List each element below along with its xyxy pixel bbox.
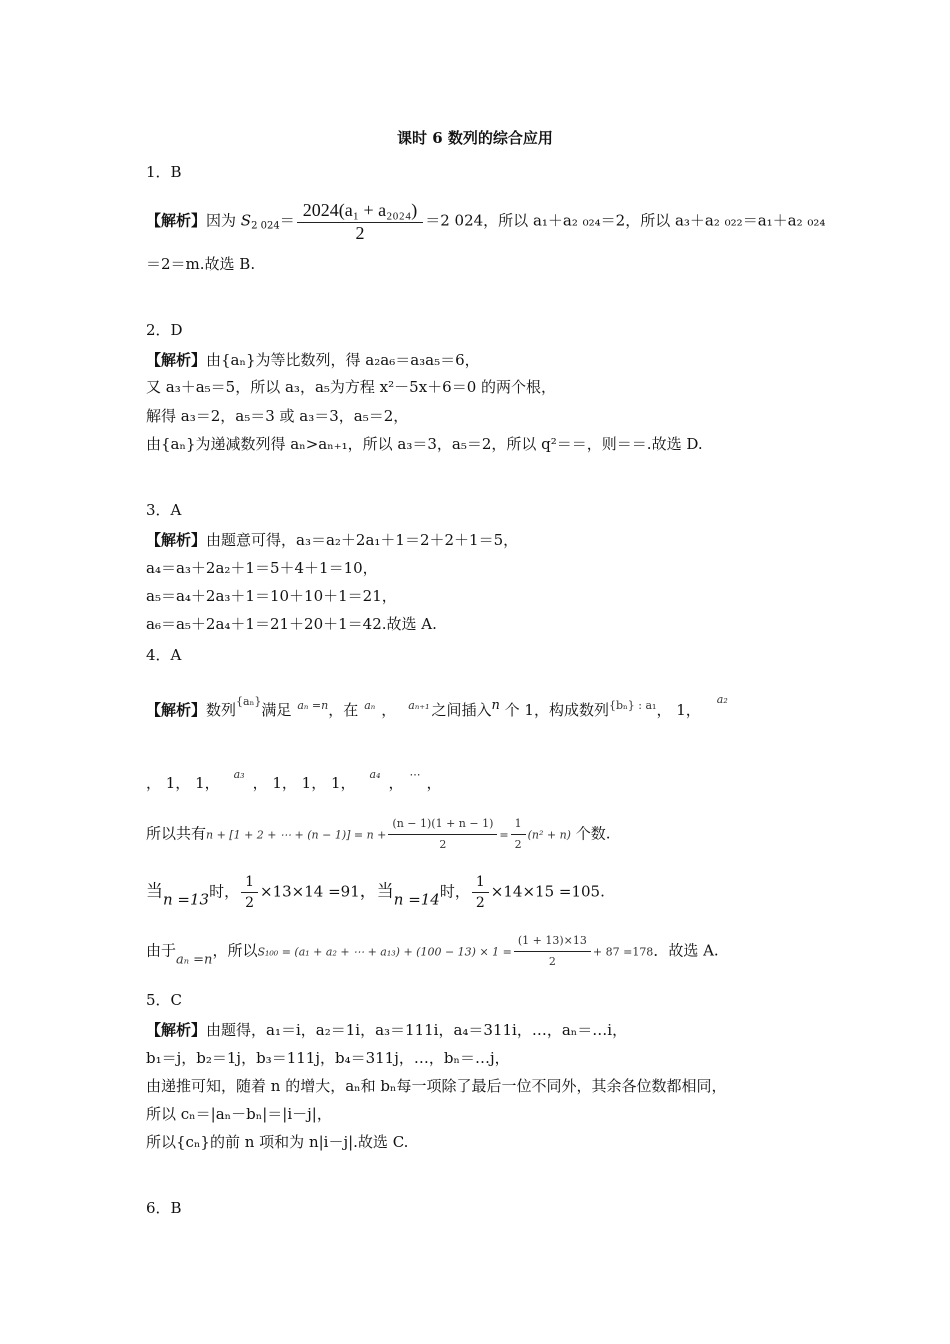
- q3-solution-line-2: a₄＝a₃＋2a₂＋1＝5＋4＋1＝10，: [146, 559, 378, 577]
- q4-n: n: [491, 698, 500, 713]
- jiexi-label: 【解析】: [146, 211, 207, 230]
- q4-a2: a₂: [716, 693, 728, 706]
- q4-text: 所以共有: [146, 824, 207, 843]
- q4-frac-a-num: 1: [241, 872, 258, 893]
- q4-solution-line-1: [146, 690, 728, 720]
- q1-fraction: [297, 200, 424, 243]
- q2-l1: 由{aₙ}为等比数列，得 a₂a₆＝a₃a₅＝6，: [206, 351, 480, 369]
- q1-frac-den: 2: [355, 223, 365, 243]
- q4-text: 满足: [261, 701, 292, 719]
- q4-an1: aₙ₊₁: [408, 699, 430, 712]
- q4-text: 当: [146, 881, 163, 902]
- q4-text: ．故选 A.: [653, 941, 719, 960]
- q4-an-eq-n-2: aₙ =n: [176, 952, 213, 968]
- q4-text: ，当: [359, 881, 394, 902]
- q1-eq: ＝: [279, 211, 295, 230]
- q4-solution-line-4: [146, 872, 605, 912]
- q1-answer: 1．B: [146, 163, 182, 181]
- q4-n2-n: (n² + n): [527, 828, 571, 842]
- q4-ellipsis: ⋯: [409, 768, 421, 781]
- q4-an-eq-n: aₙ =n: [297, 699, 329, 712]
- jiexi-label: 【解析】: [146, 531, 207, 549]
- q2-answer: 2．D: [146, 321, 183, 339]
- q4-a3: a₃: [233, 768, 245, 781]
- q4-text: ，在: [328, 701, 359, 719]
- q1-solution-line-2: ＝2＝m.故选 B.: [146, 255, 256, 273]
- q4-a4: a₄: [369, 768, 381, 781]
- q3-answer: 3．A: [146, 501, 182, 519]
- q4-eq: =: [499, 828, 509, 842]
- q4-text: 个数.: [570, 824, 611, 843]
- q4-bn: {bₙ} : a₁: [608, 699, 657, 712]
- q5-solution-line-3: 由递推可知，随着 n 的增大，aₙ和 bₙ每一项除了最后一位不同外，其余各位数都相同，: [146, 1077, 727, 1095]
- q4-expr-105: ×14×15 =105: [490, 882, 601, 901]
- q4-text: 由于: [146, 941, 177, 960]
- q4-text: 个 1，构成数列: [499, 701, 609, 719]
- q6-answer: 6．B: [146, 1199, 182, 1217]
- q4-text: ，: [388, 774, 404, 792]
- q3-solution-line-3: a₅＝a₄＋2a₃＋1＝10＋10＋1＝21，: [146, 587, 397, 605]
- q4-set-an: {aₙ}: [236, 695, 262, 708]
- q1-text-1: 因为: [206, 211, 241, 230]
- q4-sum-frac-den: 2: [439, 838, 447, 851]
- q5-solution-line-4: 所以 cₙ＝|aₙ－bₙ|＝|i－j|，: [146, 1105, 332, 1123]
- q5-solution-line-5: 所以{cₙ}的前 n 项和为 n|i－j|.故选 C.: [146, 1133, 409, 1151]
- q4-s100-expr: S₁₀₀ = (a₁ + a₂ + ⋯ + a₁₃) + (100 − 13) × 1 =: [257, 945, 512, 959]
- q4-text: ，: [381, 701, 397, 719]
- q3-l1: 由题意可得，a₃＝a₂＋2a₁＋1＝2＋2＋1＝5，: [206, 531, 519, 549]
- q4-text: ， 1，: [656, 701, 701, 719]
- q2-solution-line-3: 解得 a₃＝2，a₅＝3 或 a₃＝3，a₅＝2，: [146, 407, 409, 425]
- q4-text: 之间插入: [431, 701, 492, 719]
- q4-s100-den: 2: [548, 955, 556, 968]
- q4-half-den: 2: [514, 838, 522, 851]
- q4-half-num: 1: [511, 814, 526, 835]
- q2-solution-line-4: 由{aₙ}为递减数列得 aₙ>aₙ₊₁，所以 a₃＝3，a₅＝2，所以 q²＝＝，则＝＝.故选 D.: [146, 435, 703, 453]
- q4-frac-b-den: 2: [475, 895, 485, 911]
- q4-sum-frac-num: (n − 1)(1 + n − 1): [388, 814, 497, 835]
- jiexi-label: 【解析】: [146, 1021, 207, 1039]
- q4-sum-expr: n + [1 + 2 + ⋯ + (n − 1)] = n +: [206, 828, 387, 842]
- q4-frac-b-num: 1: [472, 872, 489, 893]
- q4-answer: 4．A: [146, 646, 182, 664]
- jiexi-label: 【解析】: [146, 701, 207, 719]
- q4-n14: n =14: [393, 890, 440, 909]
- q1-s: S: [240, 211, 252, 230]
- q4-half-frac: [511, 814, 526, 855]
- q4-frac-b: [472, 872, 489, 913]
- q4-text: ， 1， 1，: [146, 774, 220, 792]
- q4-text: ， 1， 1， 1，: [252, 774, 356, 792]
- q2-solution-line-2: 又 a₃＋a₅＝5，所以 a₃，a₅为方程 x²－5x＋6＝0 的两个根，: [146, 378, 557, 396]
- page-title: 课时 6 数列的综合应用: [397, 129, 553, 147]
- q4-sum-frac: [388, 814, 497, 855]
- q4-text: .: [600, 882, 605, 901]
- q4-s100-num: (1 + 13)×13: [514, 931, 591, 952]
- q1-text-2: ＝2 024，所以 a₁＋a₂ ₀₂₄＝2，所以 a₃＋a₂ ₀₂₂＝a₁＋a₂ ₀₂₄: [425, 211, 826, 230]
- q4-an: aₙ: [364, 699, 376, 712]
- q2-solution-line-1: [146, 350, 480, 370]
- q4-text: 数列: [206, 701, 237, 719]
- q1-solution-line-1: [146, 200, 825, 246]
- q4-frac-a: [241, 872, 258, 913]
- q4-solution-line-2: [146, 765, 442, 793]
- q5-answer: 5．C: [146, 991, 183, 1009]
- q3-solution-line-1: [146, 530, 518, 550]
- q4-text: ，所以: [212, 941, 258, 960]
- q4-n13: n =13: [163, 890, 210, 909]
- q4-text: 时，: [439, 882, 470, 901]
- q4-s100-tail: + 87 =178: [592, 945, 654, 959]
- q5-l1: 由题得，a₁＝i，a₂＝1i，a₃＝111i，a₄＝311i，…，aₙ＝…i，: [206, 1021, 628, 1039]
- q4-solution-line-3: [146, 814, 611, 854]
- q3-solution-line-4: a₆＝a₅＋2a₄＋1＝21＋20＋1＝42.故选 A.: [146, 615, 437, 633]
- q5-solution-line-1: [146, 1020, 627, 1040]
- q4-text: 时，: [209, 882, 240, 901]
- q4-frac-a-den: 2: [245, 895, 255, 911]
- q1-s-sub: 2 024: [251, 220, 280, 232]
- q4-text: ，: [426, 774, 442, 792]
- q1-frac-num: 2024(a₁ + a₂₀₂₄): [297, 200, 424, 223]
- q4-expr-91: ×13×14 =91: [260, 882, 360, 901]
- jiexi-label: 【解析】: [146, 351, 207, 369]
- q4-solution-line-5: [146, 931, 719, 971]
- q4-s100-frac: [514, 931, 591, 972]
- q5-solution-line-2: b₁＝j，b₂＝1j，b₃＝111j，b₄＝311j，…，bₙ＝…j，: [146, 1049, 510, 1067]
